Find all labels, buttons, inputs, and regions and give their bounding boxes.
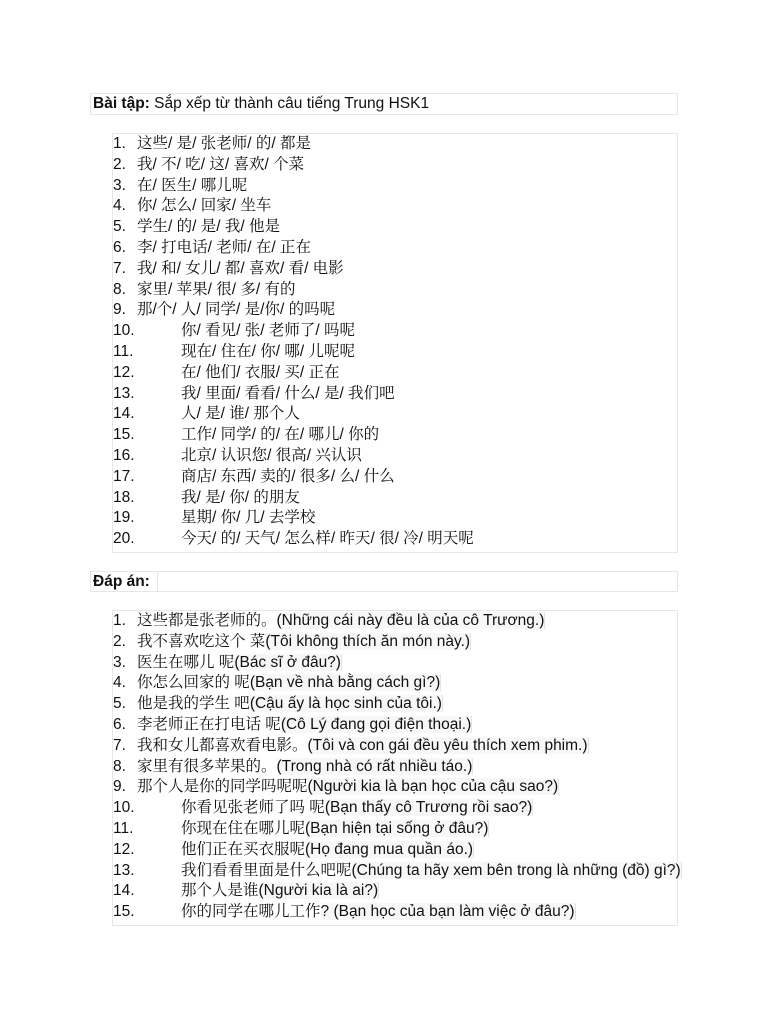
question-number: 6. [113, 238, 126, 256]
question-item [113, 155, 677, 176]
question-item [113, 238, 677, 259]
answer-chinese: 那个人是谁 [181, 882, 259, 900]
exercise-label: Bài tập: [93, 95, 150, 112]
answer-text [181, 819, 489, 840]
question-text: 在/ 医生/ 哪儿呢 [137, 176, 248, 194]
question-text: 这些/ 是/ 张老师/ 的/ 都是 [137, 135, 311, 152]
answer-text [181, 881, 379, 902]
answer-translation: (Tôi và con gái đều yêu thích xem phim.) [307, 736, 588, 754]
question-text: 我/ 是/ 你/ 的朋友 [181, 488, 300, 506]
answer-text [137, 736, 589, 757]
question-item [113, 467, 677, 488]
answer-item [113, 840, 677, 861]
question-text: 工作/ 同学/ 的/ 在/ 哪儿/ 你的 [181, 426, 380, 444]
question-text: 星期/ 你/ 几/ 去学校 [181, 509, 316, 527]
question-number: 18. [113, 488, 135, 506]
question-number: 16. [113, 446, 135, 464]
question-text: 我/ 不/ 吃/ 这/ 喜欢/ 个菜 [137, 155, 305, 173]
answer-translation: (Trong nhà có rất nhiều táo.) [276, 757, 473, 775]
question-number: 3. [113, 176, 126, 194]
answer-chinese: 李老师正在打电话 呢 [137, 715, 281, 733]
question-item [113, 259, 677, 280]
question-number: 10. [113, 322, 135, 340]
answer-chinese: 你现在住在哪儿呢 [181, 819, 306, 837]
answer-chinese: 医生在哪儿 呢 [137, 653, 235, 671]
answer-translation: (Bạn về nhà bằng cách gì?) [249, 674, 441, 692]
answer-text [137, 673, 441, 694]
answer-chinese: 这些都是张老师的。 [137, 612, 277, 629]
answer-number: 12. [113, 840, 135, 858]
answer-chinese: 你的同学在哪儿工作 [181, 903, 321, 921]
answer-list [112, 610, 681, 926]
question-number: 8. [113, 280, 126, 298]
question-text: 我/ 里面/ 看看/ 什么/ 是/ 我们吧 [181, 384, 395, 402]
exercise-title: Sắp xếp từ thành câu tiếng Trung HSK1 [149, 95, 430, 112]
answer-item [113, 902, 677, 923]
exercise-heading [90, 93, 678, 115]
answer-item [113, 653, 677, 674]
answer-translation: (Chúng ta hãy xem bên trong là những (đồ) gì?) [351, 861, 681, 879]
answer-text [137, 653, 342, 674]
answer-text [181, 861, 682, 882]
question-item [113, 488, 677, 509]
answer-chinese: 你看见张老师了吗 呢 [181, 799, 325, 817]
answer-number: 13. [113, 861, 135, 879]
question-text: 家里/ 苹果/ 很/ 多/ 有的 [137, 280, 296, 298]
answer-item [113, 694, 677, 715]
question-number: 13. [113, 384, 135, 402]
answer-item [113, 861, 681, 882]
answer-translation: ? (Bạn học của bạn làm việc ở đâu?) [320, 903, 575, 921]
answer-chinese: 那个人是你的同学吗呢呢 [137, 778, 308, 796]
question-item [113, 300, 677, 321]
question-item [113, 134, 677, 155]
question-item [113, 384, 677, 405]
answer-translation: (Bạn thấy cô Trương rồi sao?) [324, 799, 533, 817]
answer-chinese: 我们看看里面是什么吧呢 [181, 861, 352, 879]
answer-text [137, 611, 545, 632]
question-number: 17. [113, 467, 135, 485]
question-item [113, 404, 677, 425]
answer-number: 6. [113, 715, 126, 733]
answer-text [137, 757, 473, 778]
answer-number: 3. [113, 653, 126, 671]
answer-item [113, 819, 677, 840]
answer-text [137, 632, 471, 653]
question-number: 2. [113, 155, 126, 173]
question-text: 今天/ 的/ 天气/ 怎么样/ 昨天/ 很/ 冷/ 明天呢 [181, 530, 474, 548]
question-number: 12. [113, 363, 135, 381]
answer-number: 15. [113, 903, 135, 921]
answer-item [113, 611, 677, 632]
answer-chinese: 我不喜欢吃这个 菜 [137, 632, 266, 650]
answer-translation: (Tôi không thích ăn món này.) [265, 632, 471, 650]
answer-item [113, 798, 677, 819]
question-number: 7. [113, 259, 126, 277]
question-text: 那/个/ 人/ 同学/ 是/你/ 的吗呢 [137, 301, 336, 319]
question-number: 15. [113, 426, 135, 444]
question-number: 9. [113, 301, 126, 319]
answer-chinese: 你怎么回家的 呢 [137, 674, 250, 692]
question-item [113, 529, 677, 550]
question-item [113, 363, 677, 384]
answer-label: Đáp án: [93, 573, 150, 590]
answer-item [113, 881, 677, 902]
question-number: 1. [113, 135, 126, 152]
question-item [113, 280, 677, 301]
question-number: 5. [113, 218, 126, 236]
answer-number: 4. [113, 674, 126, 692]
question-number: 20. [113, 530, 135, 548]
question-item [113, 446, 677, 467]
answer-text [181, 798, 533, 819]
answer-text [181, 902, 576, 923]
question-item [113, 176, 677, 197]
question-text: 我/ 和/ 女儿/ 都/ 喜欢/ 看/ 电影 [137, 259, 344, 277]
answer-number: 10. [113, 799, 135, 817]
answer-item [113, 736, 677, 757]
answer-number: 9. [113, 778, 126, 796]
question-item [113, 196, 677, 217]
question-item [113, 425, 677, 446]
answer-chinese: 他是我的学生 吧 [137, 695, 250, 713]
question-text: 人/ 是/ 谁/ 那个人 [181, 405, 300, 423]
answer-chinese: 家里有很多苹果的。 [137, 757, 277, 775]
answer-number: 11. [113, 819, 134, 837]
answer-translation: (Cậu ấy là học sinh của tôi.) [249, 695, 442, 713]
answer-text [137, 694, 443, 715]
question-item [113, 321, 677, 342]
answer-number: 2. [113, 632, 126, 650]
question-number: 14. [113, 405, 135, 423]
answer-item [113, 632, 677, 653]
question-text: 李/ 打电话/ 老师/ 在/ 正在 [137, 238, 311, 256]
answer-translation: (Những cái này đều là của cô Trương.) [276, 612, 545, 629]
answer-item [113, 673, 677, 694]
answer-translation: (Người kia là bạn học của cậu sao?) [307, 778, 559, 796]
answer-item [113, 757, 677, 778]
question-item [113, 217, 677, 238]
question-number: 11. [113, 342, 134, 360]
question-list [112, 133, 678, 553]
answer-number: 7. [113, 736, 126, 754]
answer-chinese: 他们正在买衣服呢 [181, 840, 306, 858]
answer-heading-field [157, 572, 677, 591]
question-text: 你/ 怎么/ 回家/ 坐车 [137, 197, 272, 215]
question-text: 北京/ 认识您/ 很高/ 兴认识 [181, 446, 362, 464]
answer-translation: (Cô Lý đang gọi điện thoại.) [280, 715, 472, 733]
question-text: 在/ 他们/ 衣服/ 买/ 正在 [181, 363, 340, 381]
answer-number: 14. [113, 882, 135, 900]
question-item [113, 342, 677, 363]
answer-translation: (Bác sĩ ở đâu?) [234, 653, 341, 671]
question-text: 学生/ 的/ 是/ 我/ 他是 [137, 218, 280, 236]
answer-number: 1. [113, 612, 126, 629]
answer-number: 5. [113, 695, 126, 713]
answer-text [137, 715, 472, 736]
question-item [113, 508, 677, 529]
answer-translation: (Họ đang mua quần áo.) [305, 840, 474, 858]
answer-text [137, 777, 559, 798]
answer-text [181, 840, 474, 861]
answer-translation: (Người kia là ai?) [258, 882, 379, 900]
answer-item [113, 777, 677, 798]
answer-item [113, 715, 677, 736]
answer-translation: (Bạn hiện tại sống ở đâu?) [305, 819, 489, 837]
question-text: 现在/ 住在/ 你/ 哪/ 儿呢呢 [181, 342, 355, 360]
question-number: 19. [113, 509, 135, 527]
answer-chinese: 我和女儿都喜欢看电影。 [137, 736, 308, 754]
question-number: 4. [113, 197, 126, 215]
question-text: 商店/ 东西/ 卖的/ 很多/ 么/ 什么 [181, 467, 395, 485]
answer-number: 8. [113, 757, 126, 775]
question-text: 你/ 看见/ 张/ 老师了/ 吗呢 [181, 322, 355, 340]
answer-heading [90, 571, 678, 592]
